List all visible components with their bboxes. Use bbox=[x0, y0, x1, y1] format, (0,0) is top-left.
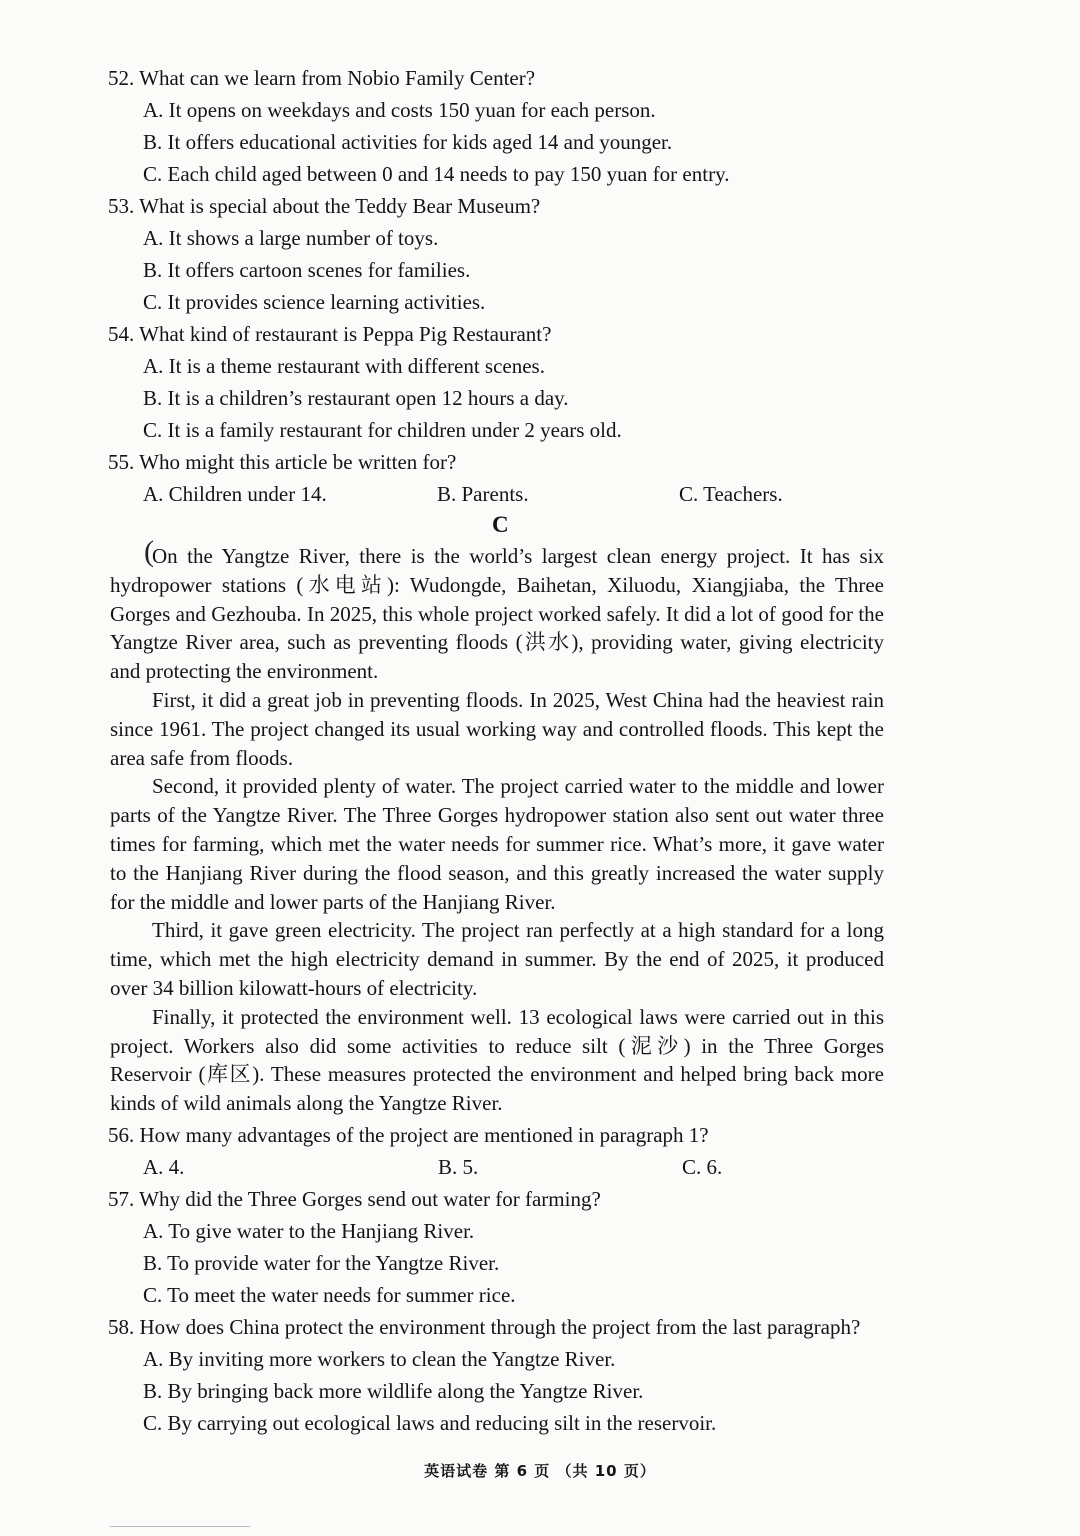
question-53-option-c: C. It provides science learning activities. bbox=[143, 290, 486, 314]
handwritten-bracket-mark: ( bbox=[144, 535, 154, 568]
passage-c bbox=[110, 542, 884, 1118]
question-55-stem: 55. Who might this article be written for? bbox=[108, 450, 457, 474]
question-52-option-a: A. It opens on weekdays and costs 150 yuan for each person. bbox=[143, 98, 656, 122]
passage-paragraph-1: On the Yangtze River, there is the world’s largest clean energy project. It has six hydropower stations (水电站): Wudongde, Baihetan, Xiluodu, Xiangjiaba, the Three Gorges and Gezhouba. In 2025, this whole project worked safely. It did a lot of good for the Yangtze River area, such as preventing floods (洪水), providing water, giving electricity and protecting the environment. bbox=[110, 544, 884, 684]
page-footer: 英语试卷 第 6 页 （共 10 页） bbox=[424, 1462, 656, 1480]
scan-mark bbox=[110, 1526, 250, 1527]
question-57-stem: 57. Why did the Three Gorges send out water for farming? bbox=[108, 1187, 601, 1211]
question-56-option-c: C. 6. bbox=[682, 1155, 723, 1179]
question-56-stem: 56. How many advantages of the project are mentioned in paragraph 1? bbox=[108, 1123, 709, 1147]
question-58-stem: 58. How does China protect the environment through the project from the last paragraph? bbox=[108, 1315, 861, 1339]
question-52-option-c: C. Each child aged between 0 and 14 needs to pay 150 yuan for entry. bbox=[143, 162, 730, 186]
question-52-stem: 52. What can we learn from Nobio Family Center? bbox=[108, 66, 536, 90]
question-52-option-b: B. It offers educational activities for kids aged 14 and younger. bbox=[143, 130, 673, 154]
passage-paragraph-4: Third, it gave green electricity. The project ran perfectly at a high standard for a long time, which met the high electricity demand in summer. By the end of 2025, it produced over 34 billion kilowatt-hours of electricity. bbox=[110, 918, 884, 1000]
question-53-option-b: B. It offers cartoon scenes for families. bbox=[143, 258, 471, 282]
question-58-option-a: A. By inviting more workers to clean the Yangtze River. bbox=[143, 1347, 616, 1371]
question-56-option-a: A. 4. bbox=[143, 1155, 185, 1179]
question-54-option-c: C. It is a family restaurant for children under 2 years old. bbox=[143, 418, 622, 442]
question-58-option-b: B. By bringing back more wildlife along the Yangtze River. bbox=[143, 1379, 644, 1403]
question-53-stem: 53. What is special about the Teddy Bear Museum? bbox=[108, 194, 541, 218]
question-57-option-a: A. To give water to the Hanjiang River. bbox=[143, 1219, 475, 1243]
question-57-option-b: B. To provide water for the Yangtze River. bbox=[143, 1251, 500, 1275]
section-c-title: C bbox=[492, 512, 509, 537]
passage-paragraph-3: Second, it provided plenty of water. The project carried water to the middle and lower parts of the Yangtze River. The Three Gorges hydropower station also sent out water three times for farming, which met the water needs for summer rice. What’s more, it gave water to the Hanjiang River during the flood season, and this greatly increased the water supply for the middle and lower parts of the Hanjiang River. bbox=[110, 774, 884, 914]
question-55-option-b: B. Parents. bbox=[437, 482, 529, 506]
question-53-option-a: A. It shows a large number of toys. bbox=[143, 226, 439, 250]
passage-paragraph-2: First, it did a great job in preventing floods. In 2025, West China had the heaviest rain since 1961. The project changed its usual working way and controlled floods. This kept the area safe from floods. bbox=[110, 687, 884, 770]
question-55-option-c: C. Teachers. bbox=[679, 482, 783, 506]
question-54-stem: 54. What kind of restaurant is Peppa Pig Restaurant? bbox=[108, 322, 552, 346]
question-54-option-a: A. It is a theme restaurant with different scenes. bbox=[143, 354, 545, 378]
question-56-option-b: B. 5. bbox=[438, 1155, 479, 1179]
question-57-option-c: C. To meet the water needs for summer rice. bbox=[143, 1283, 516, 1307]
question-54-option-b: B. It is a children’s restaurant open 12 hours a day. bbox=[143, 386, 569, 410]
question-55-option-a: A. Children under 14. bbox=[143, 482, 327, 506]
passage-paragraph-5: Finally, it protected the environment well. 13 ecological laws were carried out in this project. Workers also did some activities to reduce silt (泥沙) in the Three Gorges Reservoir (库区). These measures protected the environment and helped bring back more kinds of wild animals along the Yangtze River. bbox=[110, 1004, 884, 1116]
question-58-option-c: C. By carrying out ecological laws and reducing silt in the reservoir. bbox=[143, 1411, 717, 1435]
